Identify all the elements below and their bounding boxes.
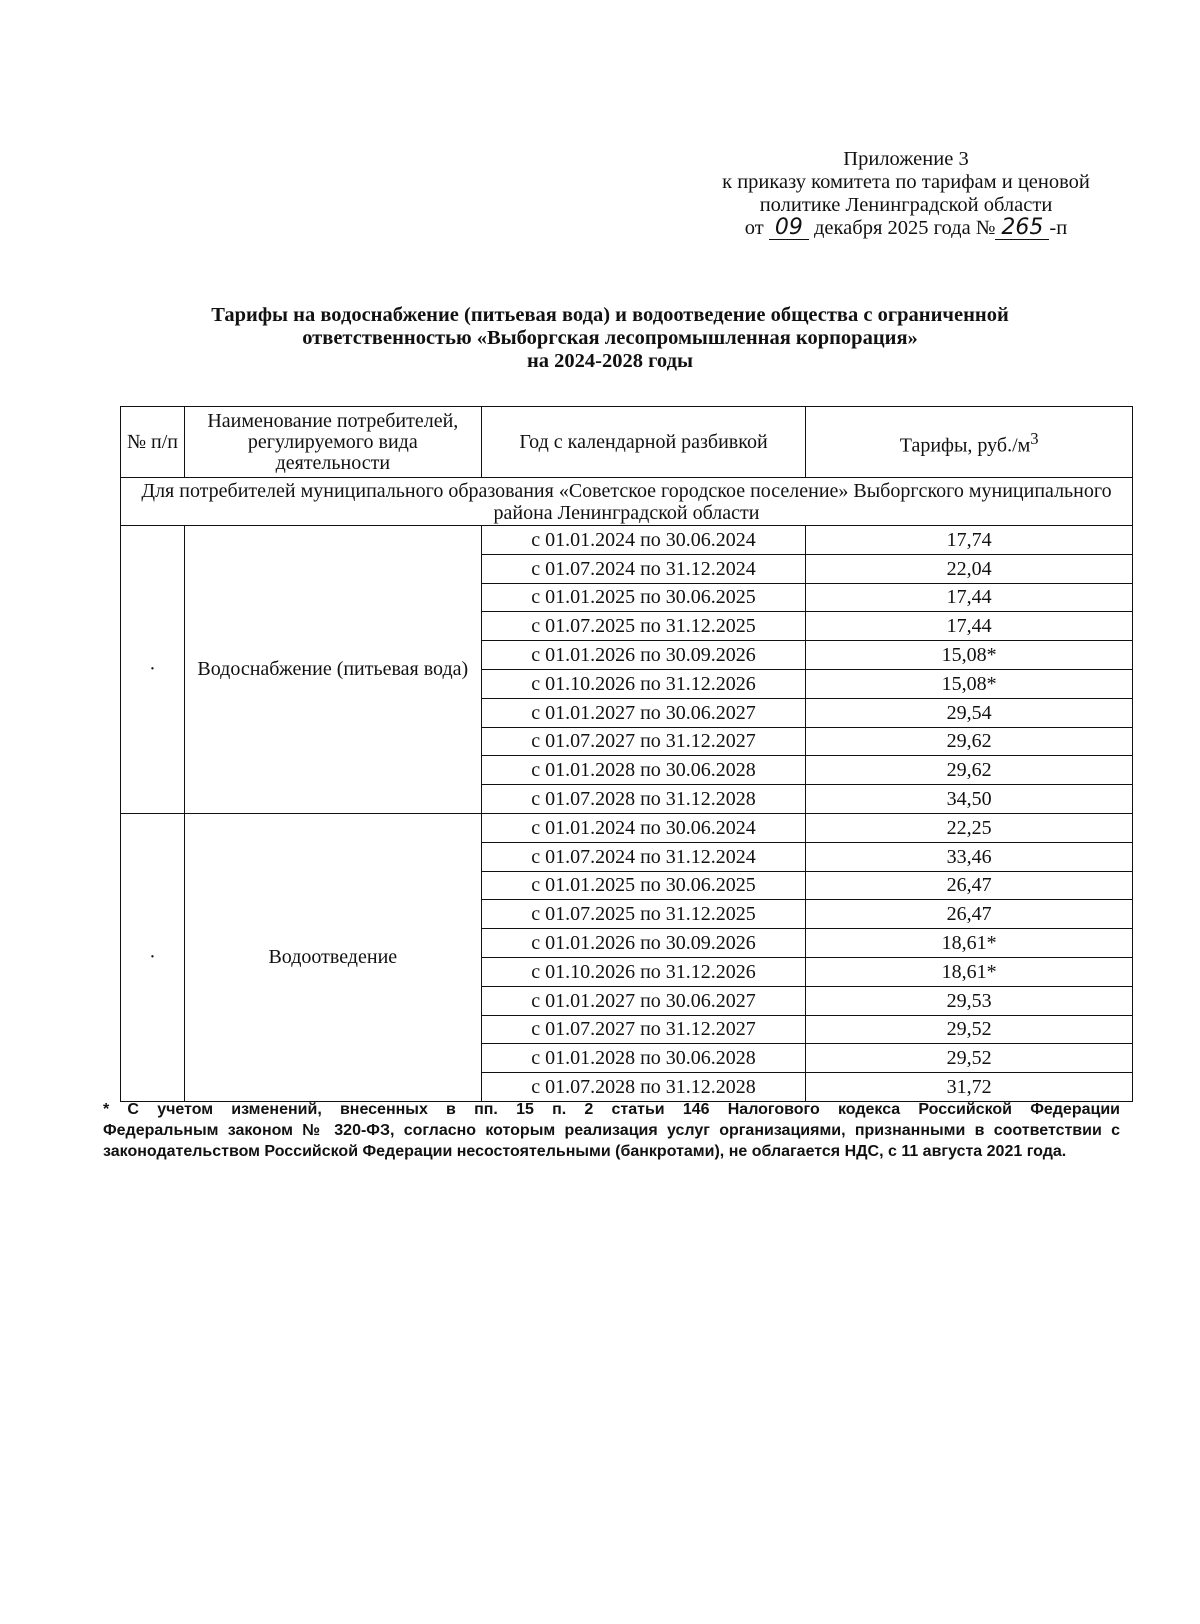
footnote [103, 1099, 1120, 1162]
period-cell: с 01.01.2027 по 30.06.2027 [481, 698, 806, 727]
group-number: · [121, 813, 185, 1101]
tariff-cell: 15,08* [806, 669, 1133, 698]
period-cell: с 01.07.2025 по 31.12.2025 [481, 612, 806, 641]
tariff-cell: 29,52 [806, 1044, 1133, 1073]
tariff-cell: 22,25 [806, 813, 1133, 842]
period-cell: с 01.10.2026 по 31.12.2026 [481, 669, 806, 698]
footnote-line-3: законодательством Российской Федерации несостоятельными (банкротами), не облагается НДС, с 11 августа 2021 года. [103, 1143, 1067, 1160]
tariff-cell: 26,47 [806, 871, 1133, 900]
title-line-1: Тарифы на водоснабжение (питьевая вода) и водоотведение общества с ограниченной [211, 304, 1009, 326]
period-cell: с 01.01.2028 по 30.06.2028 [481, 1044, 806, 1073]
group-name: Водоотведение [184, 813, 481, 1101]
period-cell: с 01.07.2025 по 31.12.2025 [481, 900, 806, 929]
tariff-table [120, 406, 1133, 1102]
date-prefix: от [744, 217, 764, 239]
section-title: Для потребителей муниципального образования «Советское городское поселение» Выборгского муниципального района Ленинградской области [121, 478, 1133, 526]
period-cell: с 01.01.2024 по 30.06.2024 [481, 526, 806, 555]
footnote-line-1: * С учетом изменений, внесенных в пп. 15 п. 2 статьи 146 Налогового кодекса Российской Федерации [103, 1101, 1120, 1118]
period-cell: с 01.07.2027 по 31.12.2027 [481, 727, 806, 756]
tariff-cell: 26,47 [806, 900, 1133, 929]
period-cell: с 01.07.2024 по 31.12.2024 [481, 554, 806, 583]
appendix-title: Приложение 3 [843, 148, 969, 170]
tariff-cell: 33,46 [806, 842, 1133, 871]
tariff-cell: 17,44 [806, 583, 1133, 612]
appendix-committee: политике Ленинградской области [759, 194, 1053, 216]
period-cell: с 01.07.2028 по 31.12.2028 [481, 1073, 806, 1102]
period-cell: с 01.01.2024 по 30.06.2024 [481, 813, 806, 842]
header-name: Наименование потребителей, регулируемого вида деятельности [184, 407, 481, 478]
period-cell: с 01.07.2024 по 31.12.2024 [481, 842, 806, 871]
title-line-3: на 2024-2028 годы [527, 350, 693, 372]
period-cell: с 01.01.2025 по 30.06.2025 [481, 583, 806, 612]
header-tariff-label: Тарифы, руб./м [899, 434, 1031, 457]
footnote-line-2: Федеральным законом № 320-ФЗ, согласно которым реализация услуг организациями, признанными в соответствии с [103, 1122, 1120, 1139]
tariff-cell: 29,54 [806, 698, 1133, 727]
date-rest: декабря 2025 года № [813, 217, 996, 239]
tariff-cell: 29,52 [806, 1015, 1133, 1044]
tariff-cell: 29,62 [806, 727, 1133, 756]
tariff-cell: 18,61* [806, 957, 1133, 986]
tariff-cell: 18,61* [806, 929, 1133, 958]
tariff-cell: 29,53 [806, 986, 1133, 1015]
tariff-cell: 29,62 [806, 756, 1133, 785]
header-num: № п/п [121, 407, 185, 478]
header-period: Год с календарной разбивкой [481, 407, 806, 478]
period-cell: с 01.10.2026 по 31.12.2026 [481, 957, 806, 986]
header-tariff-sup: 3 [1030, 428, 1039, 448]
tariff-cell: 31,72 [806, 1073, 1133, 1102]
group-number: · [121, 526, 185, 814]
appendix-header [686, 148, 1126, 240]
period-cell: с 01.07.2027 по 31.12.2027 [481, 1015, 806, 1044]
order-suffix: -п [1049, 217, 1068, 239]
period-cell: с 01.01.2025 по 30.06.2025 [481, 871, 806, 900]
tariff-cell: 15,08* [806, 641, 1133, 670]
table-header-row [121, 407, 1133, 478]
tariff-cell: 17,74 [806, 526, 1133, 555]
period-cell: с 01.01.2026 по 30.09.2026 [481, 929, 806, 958]
handwritten-order-number: 265 [995, 217, 1049, 240]
document-title [110, 304, 1110, 373]
tariff-cell: 17,44 [806, 612, 1133, 641]
title-line-2: ответственностью «Выборгская лесопромышленная корпорация» [302, 327, 918, 349]
section-row [121, 478, 1133, 526]
period-cell: с 01.01.2027 по 30.06.2027 [481, 986, 806, 1015]
period-cell: с 01.07.2028 по 31.12.2028 [481, 785, 806, 814]
period-cell: с 01.01.2026 по 30.09.2026 [481, 641, 806, 670]
handwritten-day: 09 [769, 217, 809, 240]
table-row [121, 813, 1133, 842]
tariff-cell: 34,50 [806, 785, 1133, 814]
table-row [121, 526, 1133, 555]
group-name: Водоснабжение (питьевая вода) [184, 526, 481, 814]
appendix-date-line [686, 217, 1126, 240]
appendix-order-ref: к приказу комитета по тарифам и ценовой [722, 171, 1090, 193]
period-cell: с 01.01.2028 по 30.06.2028 [481, 756, 806, 785]
tariff-cell: 22,04 [806, 554, 1133, 583]
header-tariff [806, 407, 1133, 478]
